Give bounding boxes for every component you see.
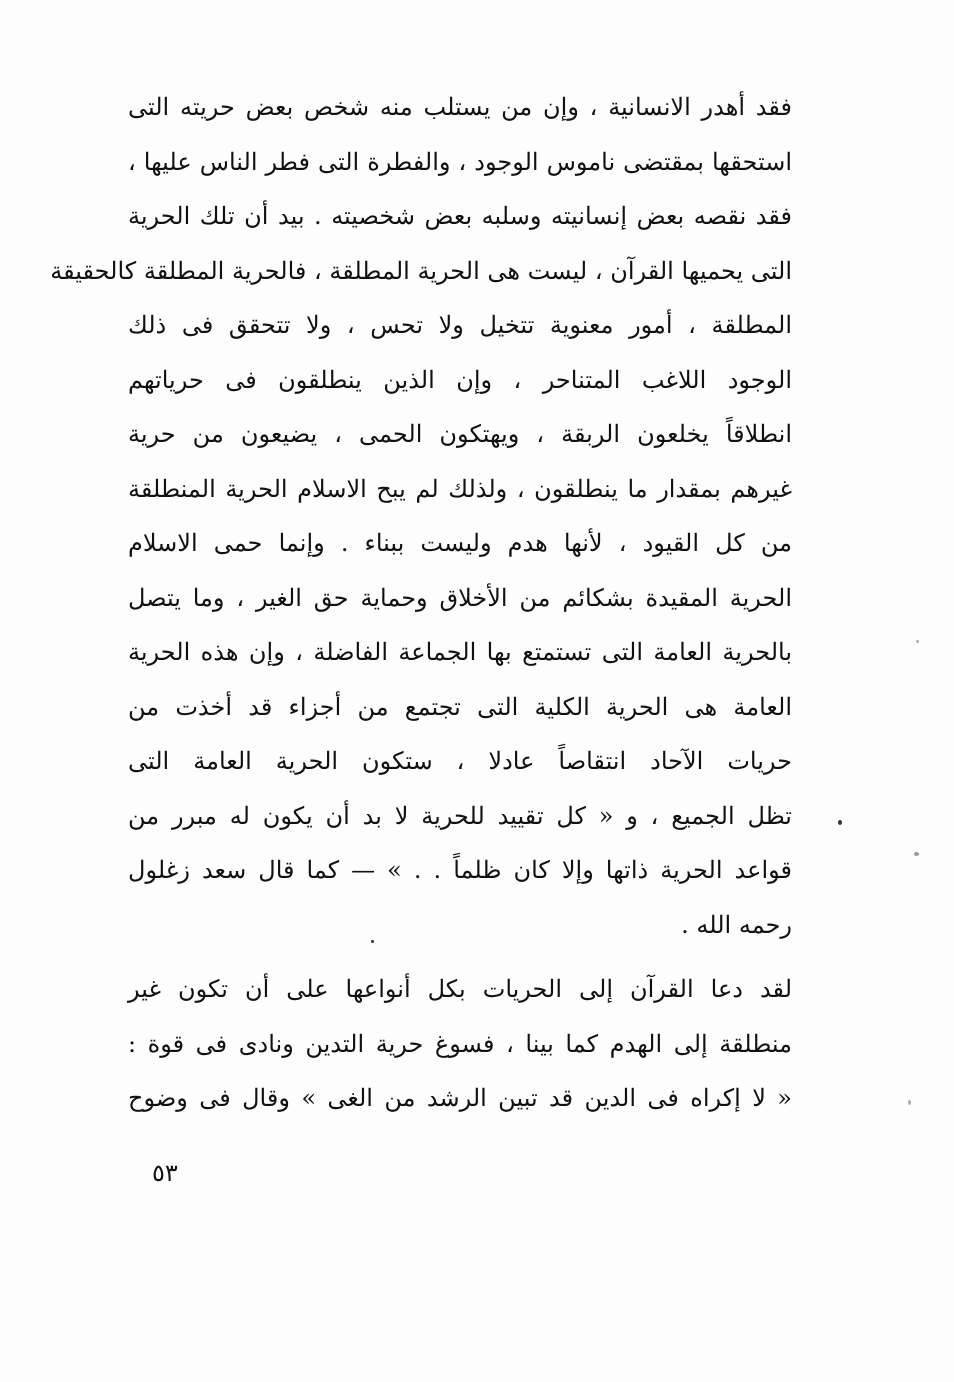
- text-line: تظل الجميع ، و « كل تقييد للحرية لا بد أن يكون له مبرر من: [128, 801, 792, 830]
- scan-speck: [371, 940, 374, 943]
- text-line: بالحرية العامة التى تستمتع بها الجماعة الفاضلة ، وإن هذه الحرية: [128, 638, 792, 666]
- text-line: « لا إكراه فى الدين قد تبين الرشد من الغى » وقال فى وضوح: [128, 1084, 792, 1112]
- text-line: قواعد الحرية ذاتها وإلا كان ظلماً . . » — كما قال سعد زغلول: [128, 856, 792, 884]
- text-line: الحرية المقيدة بشكائم من الأخلاق وحماية حق الغير ، وما يتصل: [128, 583, 792, 612]
- text-line: من كل القيود ، لأنها هدم وليست ببناء . وإنما حمى الاسلام: [128, 529, 792, 557]
- paragraph-1: [50, 80, 793, 952]
- scan-speck: [838, 820, 842, 825]
- text-line: العامة هى الحرية الكلية التى تجتمع من أجزاء قد أخذت من: [128, 692, 792, 721]
- text-line: منطلقة إلى الهدم كما بينا ، فسوغ حرية التدين ونادى فى قوة :: [128, 1029, 792, 1058]
- text-line: فقد أهدر الانسانية ، وإن من يستلب منه شخص بعض حريته التى: [128, 93, 792, 121]
- scan-speck: [916, 640, 919, 643]
- scan-speck: [908, 1100, 911, 1105]
- text-line: المطلقة ، أمور معنوية تتخيل ولا تحس ، ولا تتحقق فى ذلك: [128, 311, 793, 339]
- text-line: فقد نقصه بعض إنسانيته وسلبه بعض شخصيته . بيد أن تلك الحرية: [128, 202, 792, 230]
- text-line: لقد دعا القرآن إلى الحريات بكل أنواعها على أن تكون غير: [128, 975, 792, 1003]
- text-line: استحقها بمقتضى ناموس الوجود ، والفطرة التى فطر الناس عليها ،: [128, 147, 792, 176]
- text-line: انطلاقاً يخلعون الربقة ، ويهتكون الحمى ، يضيعون من حرية: [128, 420, 792, 448]
- page-number: ٥٣: [152, 1159, 178, 1187]
- paragraph-2: [128, 962, 792, 1126]
- text-line: غيرهم بمقدار ما ينطلقون ، ولذلك لم يبح الاسلام الحرية المنطلقة: [128, 474, 792, 503]
- text-line: الوجود اللاغب المتناحر ، وإن الذين ينطلقون فى حرياتهم: [128, 365, 792, 394]
- text-line: التى يحميها القرآن ، ليست هى الحرية المطلقة ، فالحرية المطلقة كالحقيقة: [50, 256, 792, 285]
- text-line: حريات الآحاد انتقاصاً عادلا ، ستكون الحرية العامة التى: [128, 747, 792, 775]
- text-line: رحمه الله .: [681, 910, 792, 939]
- scan-speck: [914, 852, 919, 856]
